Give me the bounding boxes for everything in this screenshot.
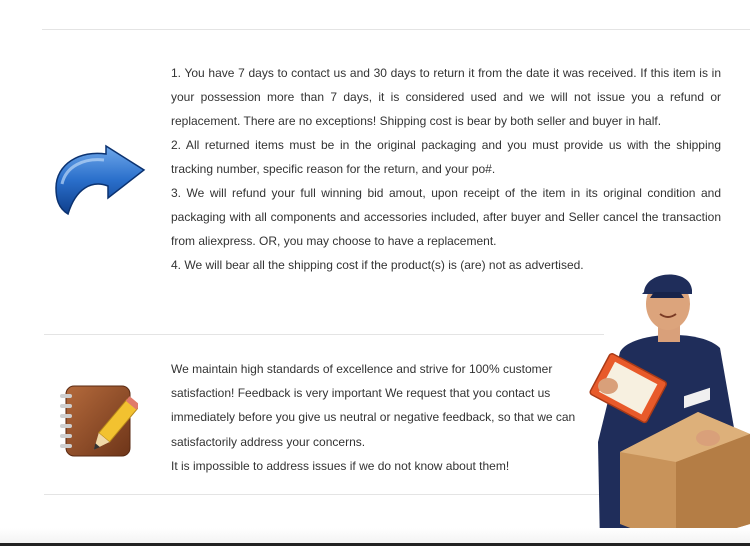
lower-divider bbox=[44, 494, 604, 495]
return-policy-item-2: 2. All returned items must be in the original packaging and you must provide us with the shipping tracking number, specific reason for the return, and your po#. bbox=[171, 138, 721, 176]
feedback-paragraph-2: It is impossible to address issues if we do not know about them! bbox=[171, 458, 510, 473]
middle-divider bbox=[44, 334, 604, 335]
feedback-paragraph-1: We maintain high standards of excellence and strive for 100% customer satisfaction! Feedback is very important We request that you contact us immediately before you give us neutral or negative feedback, so that we can satisfactorily address your concerns. bbox=[171, 362, 576, 449]
top-divider bbox=[42, 29, 750, 30]
delivery-man-image bbox=[580, 262, 750, 546]
feedback-text bbox=[171, 357, 596, 478]
return-policy-item-1: 1. You have 7 days to contact us and 30 days to return it from the date it was received. If this item is in your possession more than 7 days, it is considered used and we will not issue you a refund or replacement. There are no exceptions! Shipping cost is bear by both seller and buyer in half. bbox=[171, 66, 721, 128]
return-arrow-icon bbox=[50, 144, 146, 220]
notebook-pencil-icon bbox=[58, 382, 138, 462]
return-policy-item-4: 4. We will bear all the shipping cost if the product(s) is (are) not as advertised. bbox=[171, 258, 584, 272]
return-policy-item-3: 3. We will refund your full winning bid amout, upon receipt of the item in its original condition and packaging with all components and accessories included, after buyer and Seller cancel the transaction from aliexpress. OR, you may choose to have a replacement. bbox=[171, 186, 721, 248]
return-policy-text bbox=[171, 61, 721, 277]
